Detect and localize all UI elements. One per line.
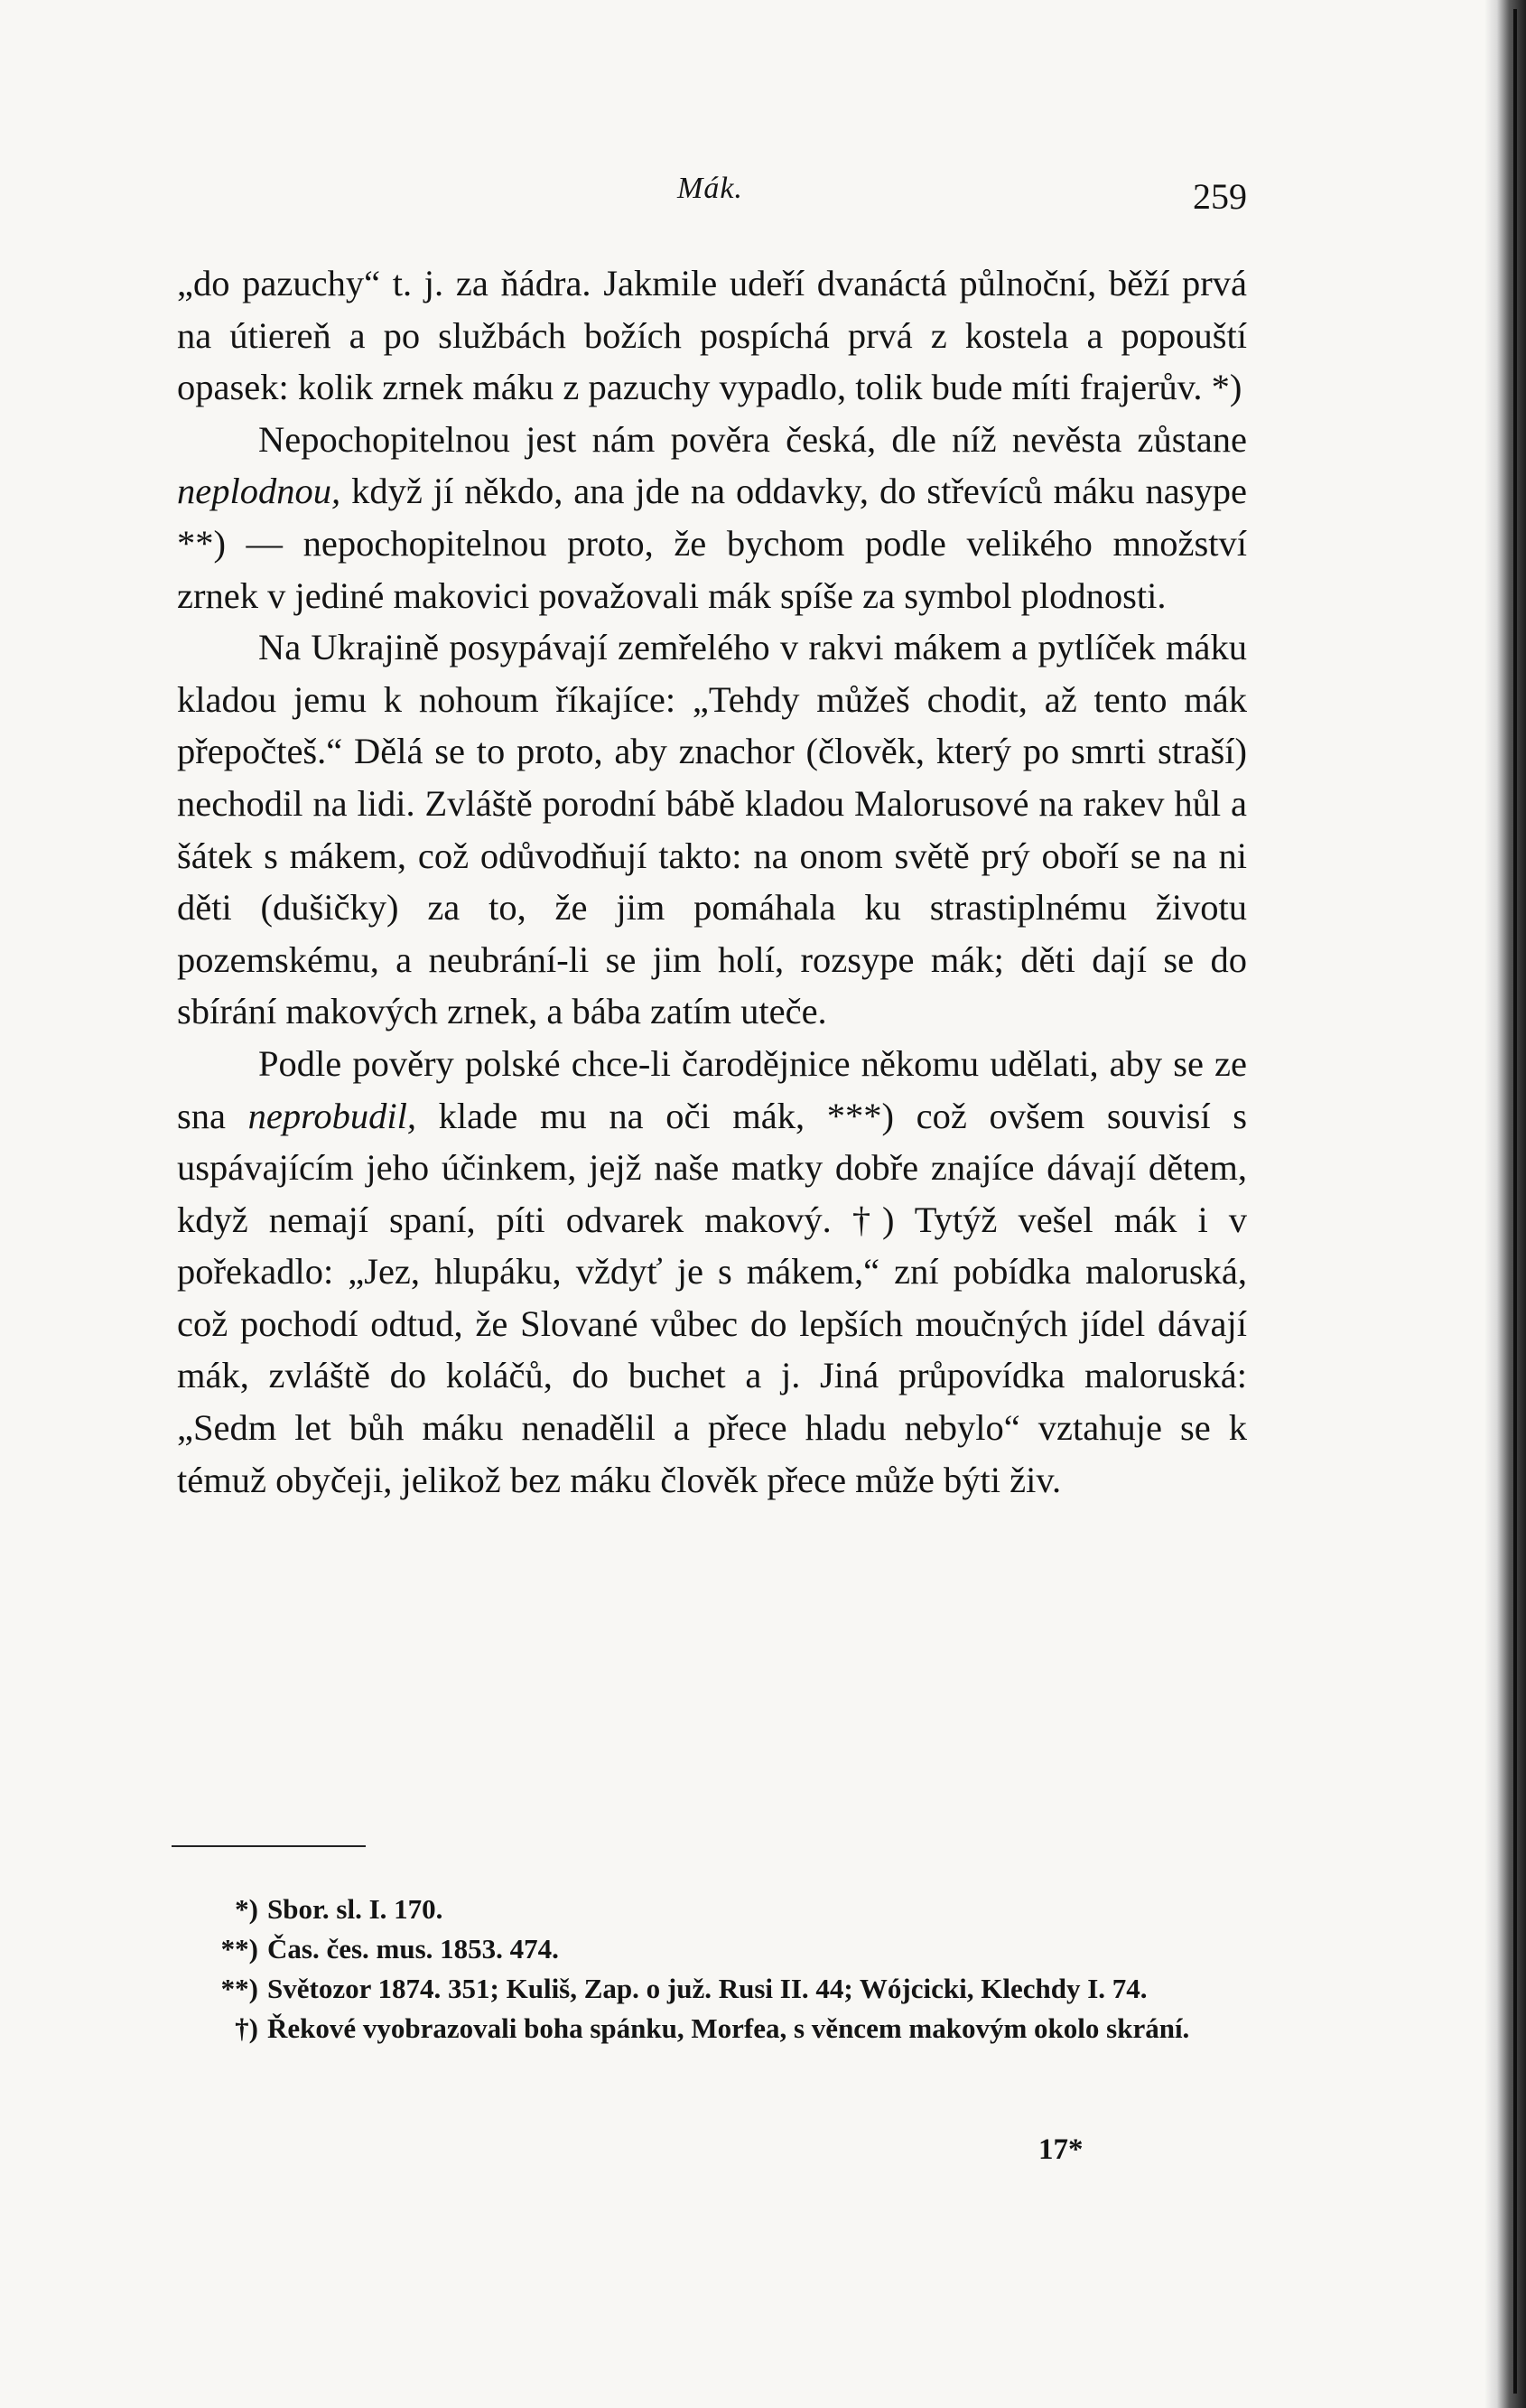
footnote-mark: †): [235, 2012, 258, 2044]
body-text: [177, 257, 1247, 1506]
footnote-mark: *): [235, 1893, 258, 1925]
footnote-text: Řekové vyobrazovali boha spánku, Morfea, s věncem makovým okolo skrání.: [267, 2012, 1190, 2044]
footnote-text: Sbor. sl. I. 170.: [267, 1893, 443, 1925]
footnote-text: Čas. čes. mus. 1853. 474.: [267, 1933, 559, 1965]
paragraph-1: [177, 257, 1247, 414]
page-number: 259: [1193, 176, 1247, 217]
paragraph-2-emphasis: neplodnou,: [177, 471, 341, 512]
binding-shadow-line: [1513, 9, 1517, 2394]
paragraph-1-text: „do pazuchy“ t. j. za ňádra. Jakmile udeří dvanáctá půlnoční, běží prvá na útiereň a po službách božích pospíchá prvá z kostela a popouští opasek: kolik zrnek máku z pazuchy vypadlo, tolik bude míti frajerův. *): [177, 263, 1247, 408]
running-title: Mák.: [677, 172, 743, 205]
footnote-text: Světozor 1874. 351; Kuliš, Zap. o juž. Rusi II. 44; Wójcicki, Klechdy I. 74.: [267, 1973, 1148, 2004]
footnote: [177, 2009, 1247, 2049]
paragraph-4-emphasis: neprobudil,: [247, 1095, 416, 1136]
footnotes: [177, 1890, 1247, 2049]
footnote: [177, 1929, 1247, 1969]
paragraph-4: [177, 1038, 1247, 1506]
binding-edge: [1484, 0, 1526, 2408]
paragraph-3-text: Na Ukrajině posypávají zemřelého v rakvi mákem a pytlíček máku kladou jemu k nohoum říkajíce: „Tehdy můžeš chodit, až tento mák přepočteš.“ Dělá se to proto, aby znachor (člověk, který po smrti straší) nechodil na lidi. Zvláště porodní bábě kladou Malorusové na rakev hůl a šátek s mákem, což odůvodňují takto: na onom světě prý oboří se na ni děti (dušičky) za to, že jim pomáhala ku strastiplnému životu pozemskému, a neubrání-li se jim holí, rozsype mák; děti dají se do sbírání makových zrnek, a bába zatím uteče.: [177, 627, 1247, 1032]
footnote: [177, 1969, 1247, 2009]
footnote-mark: **): [220, 1933, 258, 1965]
paragraph-2: [177, 414, 1247, 621]
footnote: [177, 1890, 1247, 1929]
footnote-rule: [172, 1845, 366, 1847]
paragraph-4-text-b: klade mu na oči mák, ***) což ovšem souvisí s uspávajícím jeho účinkem, jejž naše matky dobře znajíce dávají dětem, když nemají spaní, píti odvarek makový. †) Tytýž vešel mák i v pořekadlo: „Jez, hlupáku, vždyť je s mákem,“ zní pobídka maloruská, což pochodí odtud, že Slované vůbec do lepších moučných jídel dávají mák, zvláště do koláčů, do buchet a j. Jiná průpovídka maloruská: „Sedm let bůh máku nenadělil a přece hladu nebylo“ vztahuje se k témuž obyčeji, jelikož bez máku člověk přece může býti živ.: [177, 1095, 1247, 1500]
paragraph-4-text-a: Podle pověry polské chce-li čarodějnice někomu udělati, aby se ze sna: [177, 1042, 1247, 1136]
paragraph-3: [177, 621, 1247, 1038]
paragraph-2-text-b: když jí někdo, ana jde na oddavky, do střevíců máku nasype **) — nepochopitelnou proto, že bychom podle velikého množství zrnek v jediné makovici považovali mák spíše za symbol plodnosti.: [177, 471, 1247, 616]
page-header: [177, 172, 1247, 226]
paragraph-2-text-a: Nepochopitelnou jest nám pověra česká, dle níž nevěsta zůstane: [258, 418, 1247, 460]
printer-signature-mark: 17*: [1038, 2133, 1084, 2166]
footnote-mark: **): [220, 1973, 258, 2004]
